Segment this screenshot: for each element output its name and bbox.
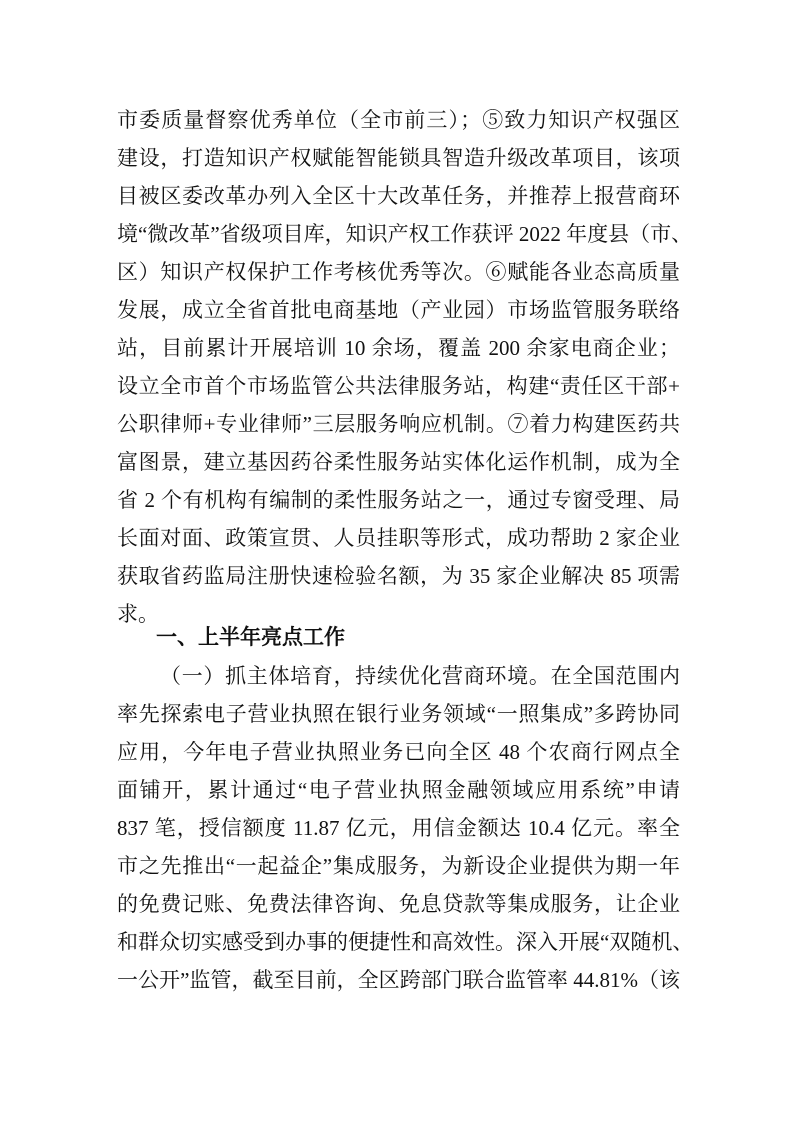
text-line: 应用，今年电子营业执照业务已向全区 48 个农商行网点全 bbox=[117, 740, 680, 764]
text-line: 发展，成立全省首批电商基地（产业园）市场监管服务联络 bbox=[117, 298, 680, 322]
text-line: 率先探索电子营业执照在银行业务领域“一照集成”多跨协同 bbox=[117, 702, 680, 726]
text-line: 建设，打造知识产权赋能智能锁具智造升级改革项目，该项 bbox=[117, 146, 680, 170]
text-line: 长面对面、政策宣贯、人员挂职等形式，成功帮助 2 家企业 bbox=[117, 526, 680, 550]
text-line: 公职律师+专业律师”三层服务响应机制。⑦着力构建医药共 bbox=[117, 412, 680, 436]
text-line: 获取省药监局注册快速检验名额，为 35 家企业解决 85 项需 bbox=[117, 564, 680, 588]
text-line: 一公开”监管，截至目前，全区跨部门联合监管率 44.81%（该 bbox=[117, 968, 680, 992]
text-line: 837 笔，授信额度 11.87 亿元，用信金额达 10.4 亿元。率全 bbox=[117, 816, 680, 840]
text-line: 区）知识产权保护工作考核优秀等次。⑥赋能各业态高质量 bbox=[117, 260, 680, 284]
text-line: 富图景，建立基因药谷柔性服务站实体化运作机制，成为全 bbox=[117, 450, 680, 474]
text-line: 面铺开，累计通过“电子营业执照金融领域应用系统”申请 bbox=[117, 778, 680, 802]
text-line: 站，目前累计开展培训 10 余场，覆盖 200 余家电商企业； bbox=[117, 336, 680, 360]
text-line: （一）抓主体培育，持续优化营商环境。在全国范围内 bbox=[160, 664, 680, 688]
text-line: 设立全市首个市场监管公共法律服务站，构建“责任区干部+ bbox=[117, 374, 680, 398]
text-line: 的免费记账、免费法律咨询、免息贷款等集成服务，让企业 bbox=[117, 892, 680, 916]
text-line: 和群众切实感受到办事的便捷性和高效性。深入开展“双随机、 bbox=[117, 930, 694, 954]
text-line: 目被区委改革办列入全区十大改革任务，并推荐上报营商环 bbox=[117, 184, 680, 208]
text-line: 市之先推出“一起益企”集成服务，为新设企业提供为期一年 bbox=[117, 854, 680, 878]
text-line: 市委质量督察优秀单位（全市前三）；⑤致力知识产权强区 bbox=[117, 108, 680, 132]
text-line: 省 2 个有机构有编制的柔性服务站之一，通过专窗受理、局 bbox=[117, 488, 680, 512]
section-heading: 一、上半年亮点工作 bbox=[156, 625, 345, 649]
text-line: 境“微改革”省级项目库，知识产权工作获评 2022 年度县（市、 bbox=[117, 222, 693, 246]
text-line: 求。 bbox=[117, 602, 159, 626]
